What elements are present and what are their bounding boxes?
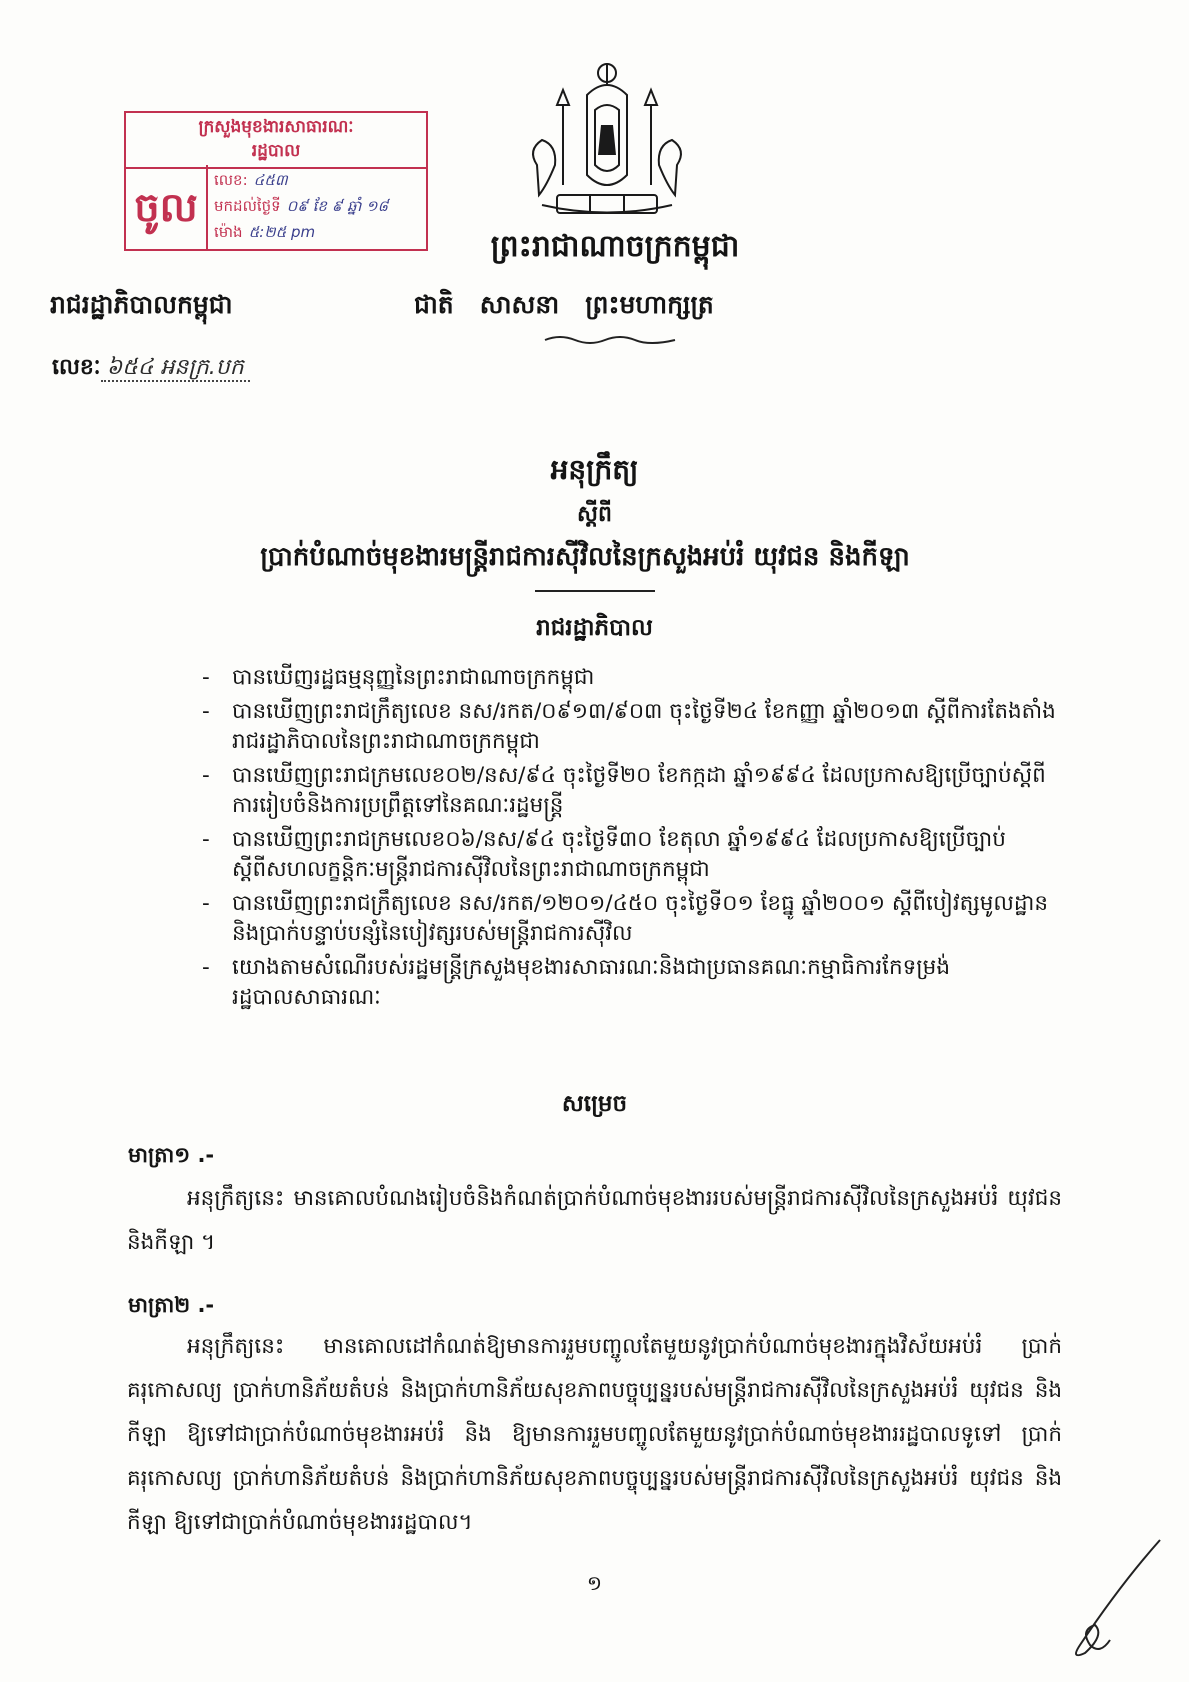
consideration-text: បានឃើញព្រះរាជក្រឹត្យលេខ នស/រកត/០៩១៣/៩០៣ ចុះថ្ងៃទី២៤ ខែកញ្ញា ឆ្នាំ២០១៣ ស្តីពីការតែងតាំងរាជរដ្ឋាភិបាលនៃព្រះរាជាណាចក្រកម្ពុជា bbox=[232, 699, 1056, 754]
stamp-time-row bbox=[214, 223, 315, 245]
consideration-item: - បានឃើញព្រះរាជក្រឹត្យលេខ នស/រកត/០៩១៣/៩០៣ ចុះថ្ងៃទី២៤ ខែកញ្ញា ឆ្នាំ២០១៣ ស្តីពីការតែងតាំងរាជរដ្ឋាភិបាលនៃព្រះរាជាណាចក្រកម្ពុជា bbox=[202, 699, 1056, 754]
stamp-number-value: ៤៥៣ bbox=[253, 171, 288, 189]
consideration-text: បានឃើញព្រះរាជក្រមលេខ០៦/នស/៩៤ ចុះថ្ងៃទី៣០ ខែតុលា ឆ្នាំ១៩៩៤ ដែលប្រកាសឱ្យប្រើច្បាប់ស្តីពីសហលក្ខន្តិកៈមន្ត្រីរាជការស៊ីវិលនៃព្រះរាជាណាចក្រកម្ពុជា bbox=[232, 827, 1006, 882]
national-motto: ជាតិ សាសនា ព្រះមហាក្សត្រ bbox=[414, 290, 714, 319]
consideration-item: - យោងតាមសំណើរបស់រដ្ឋមន្ត្រីក្រសួងមុខងារសាធារណៈនិងជាប្រធានគណៈកម្មាធិការកែទម្រង់រដ្ឋបាលសាធារណៈ bbox=[202, 955, 950, 1010]
registration-stamp bbox=[124, 111, 428, 251]
stamp-date-label: មកដល់ថ្ងៃទី bbox=[214, 197, 281, 215]
stamp-header bbox=[126, 113, 426, 169]
article-2-heading: មាត្រា២ .- bbox=[128, 1293, 215, 1317]
initials-signature-icon bbox=[1050, 1535, 1170, 1665]
consideration-item: - បានឃើញព្រះរាជក្រមលេខ០៦/នស/៩៤ ចុះថ្ងៃទី៣០ ខែតុលា ឆ្នាំ១៩៩៤ ដែលប្រកាសឱ្យប្រើច្បាប់ស្តីពីសហលក្ខន្តិកៈមន្ត្រីរាជការស៊ីវិលនៃព្រះរាជាណាចក្រកម្ពុជា bbox=[202, 827, 1006, 882]
consideration-text: យោងតាមសំណើរបស់រដ្ឋមន្ត្រីក្រសួងមុខងារសាធារណៈនិងជាប្រធានគណៈកម្មាធិការកែទម្រង់រដ្ឋបាលសាធារណៈ bbox=[232, 955, 950, 1010]
reference-label: លេខៈ bbox=[52, 355, 101, 380]
stamp-number-label: លេខ: bbox=[214, 171, 248, 189]
consideration-item: - បានឃើញព្រះរាជក្រឹត្យលេខ នស/រកត/១២០១/៤៥០ ចុះថ្ងៃទី០១ ខែធ្នូ ឆ្នាំ២០០១ ស្តីពីបៀវត្សមូលដ្ឋាននិងប្រាក់បន្ទាប់បន្សំនៃបៀវត្សរបស់មន្ត្រីរាជការស៊ីវិល bbox=[202, 891, 1048, 946]
sender-name: រាជរដ្ឋាភិបាលកម្ពុជា bbox=[50, 290, 233, 319]
stamp-time-label: ម៉ោង bbox=[214, 223, 243, 241]
reference-number bbox=[52, 353, 250, 385]
page-number: ១ bbox=[586, 1571, 603, 1595]
decree-title: អនុក្រឹត្យ bbox=[550, 453, 639, 486]
kingdom-name: ព្រះរាជាណាចក្រកម្ពុជា bbox=[490, 229, 740, 264]
stamp-date-row bbox=[214, 197, 388, 219]
ornament-divider-icon bbox=[540, 334, 680, 346]
article-2-text: អនុក្រឹត្យនេះ មានគោលដៅកំណត់ឱ្យមានការរួមបញ្ចូលតែមួយនូវប្រាក់បំណាច់មុខងារក្នុងវិស័យអប់រំ ប្រាក់គរុកោសល្យ ប្រាក់ហានិភ័យតំបន់ និងប្រាក់ហានិភ័យសុខភាពបច្ចុប្បន្នរបស់មន្ត្រីរាជការស៊ីវិលនៃក្រសួងអប់រំ យុវជន និងកីឡា ឱ្យទៅជាប្រាក់បំណាច់មុខងារអប់រំ និង ឱ្យមានការរួមបញ្ចូលតែមួយនូវប្រាក់បំណាច់មុខងាររដ្ឋបាលទូទៅ ប្រាក់គរុកោសល្យ ប្រាក់ហានិភ័យតំបន់ និងប្រាក់ហានិភ័យសុខភាពបច្ចុប្បន្នរបស់មន្ត្រីរាជការស៊ីវិលនៃក្រសួងអប់រំ យុវជន និងកីឡា ឱ្យទៅជាប្រាក់បំណាច់មុខងាររដ្ឋបាល។ bbox=[127, 1334, 1062, 1535]
consideration-item: - បានឃើញព្រះរាជក្រមលេខ០២/នស/៩៤ ចុះថ្ងៃទី២០ ខែកក្កដា ឆ្នាំ១៩៩៤ ដែលប្រកាសឱ្យប្រើច្បាប់ស្តីពីការរៀបចំនិងការប្រព្រឹត្តទៅនៃគណៈរដ្ឋមន្ត្រី bbox=[202, 763, 1046, 818]
stamp-office: រដ្ឋបាល bbox=[251, 141, 301, 161]
article-1-heading: មាត្រា១ .- bbox=[128, 1143, 215, 1167]
stamp-ministry: ក្រសួងមុខងារសាធារណៈ bbox=[198, 117, 354, 137]
decree-subject-label: ស្តីពី bbox=[577, 502, 612, 527]
title-divider bbox=[535, 590, 655, 592]
reference-value: ៦៥៤ អនក្រ.បក bbox=[101, 355, 250, 382]
consideration-item: - បានឃើញរដ្ឋធម្មនុញ្ញនៃព្រះរាជាណាចក្រកម្ពុជា bbox=[202, 665, 595, 690]
stamp-time-value: ៥:២៥ pm bbox=[248, 223, 316, 241]
decides-heading: សម្រេច bbox=[561, 1091, 628, 1117]
consideration-text: បានឃើញរដ្ឋធម្មនុញ្ញនៃព្រះរាជាណាចក្រកម្ពុជា bbox=[232, 665, 595, 690]
government-heading: រាជរដ្ឋាភិបាល bbox=[536, 615, 653, 641]
considerations-list bbox=[202, 663, 1057, 1017]
stamp-number-row bbox=[214, 171, 288, 193]
article-1-text: អនុក្រឹត្យនេះ មានគោលបំណងរៀបចំនិងកំណត់ប្រាក់បំណាច់មុខងាររបស់មន្ត្រីរាជការស៊ីវិលនៃក្រសួងអប់រំ យុវជន និងកីឡា ។ bbox=[127, 1186, 1062, 1255]
stamp-incoming-label: ចូល bbox=[126, 165, 208, 249]
consideration-text: បានឃើញព្រះរាជក្រមលេខ០២/នស/៩៤ ចុះថ្ងៃទី២០ ខែកក្កដា ឆ្នាំ១៩៩៤ ដែលប្រកាសឱ្យប្រើច្បាប់ស្តីពីការរៀបចំនិងការប្រព្រឹត្តទៅនៃគណៈរដ្ឋមន្ត្រី bbox=[232, 763, 1046, 818]
royal-coat-of-arms-icon bbox=[517, 55, 697, 230]
stamp-date-value: ០៩ ខែ ៩ ឆ្នាំ ១៨ bbox=[286, 197, 389, 215]
consideration-text: បានឃើញព្រះរាជក្រឹត្យលេខ នស/រកត/១២០១/៤៥០ ចុះថ្ងៃទី០១ ខែធ្នូ ឆ្នាំ២០០១ ស្តីពីបៀវត្សមូលដ្ឋាននិងប្រាក់បន្ទាប់បន្សំនៃបៀវត្សរបស់មន្ត្រីរាជការស៊ីវិល bbox=[232, 891, 1048, 946]
decree-subject: ប្រាក់បំណាច់មុខងារមន្ត្រីរាជការស៊ីវិលនៃក្រសួងអប់រំ យុវជន និងកីឡា bbox=[260, 542, 910, 572]
